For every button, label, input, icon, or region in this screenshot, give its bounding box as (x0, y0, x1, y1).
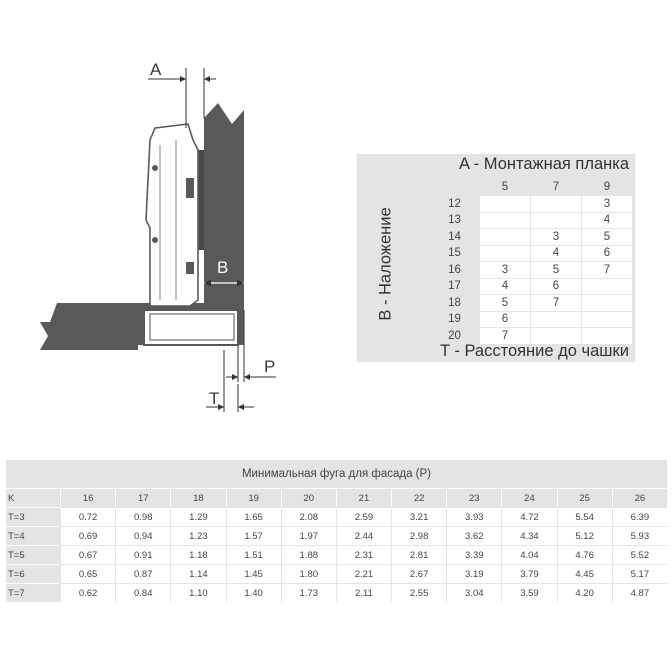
mount-cell: 7 (531, 295, 582, 312)
mount-cell (480, 246, 531, 263)
gap-cell: 5.17 (612, 564, 667, 583)
mount-cell: 5 (582, 229, 633, 246)
gap-cell: 3.19 (446, 564, 501, 583)
gap-cell: 0.62 (60, 583, 115, 602)
mount-grid (430, 178, 633, 345)
gap-cell: 1.29 (170, 507, 225, 526)
gap-row-header: T=7 (6, 583, 60, 602)
gap-cell: 2.59 (336, 507, 391, 526)
mount-row-header: 20 (430, 328, 480, 345)
mount-row (430, 196, 633, 213)
gap-cell: 3.39 (446, 545, 501, 564)
mount-cell (531, 312, 582, 329)
gap-column-header: 19 (226, 488, 281, 507)
mount-cell: 7 (582, 262, 633, 279)
gap-cell: 0.65 (60, 564, 115, 583)
mount-table-title: A - Монтажная планка (459, 155, 629, 173)
gap-cell: 1.45 (226, 564, 281, 583)
mount-cell: 7 (480, 328, 531, 345)
gap-row (6, 564, 667, 583)
mount-table-y-label: B - Наложение (376, 207, 395, 321)
gap-cell: 1.65 (226, 507, 281, 526)
mount-row (430, 213, 633, 230)
gap-cell: 2.98 (391, 526, 446, 545)
gap-cell: 5.52 (612, 545, 667, 564)
mount-cell: 6 (531, 279, 582, 296)
gap-column-header: 18 (170, 488, 225, 507)
mount-cell: 5 (531, 262, 582, 279)
minimum-gap-table (6, 460, 667, 602)
label-t: T (209, 389, 220, 408)
gap-cell: 1.73 (281, 583, 336, 602)
gap-cell: 4.34 (501, 526, 556, 545)
gap-cell: 3.21 (391, 507, 446, 526)
mount-row-header: 13 (430, 213, 480, 230)
mount-row-header: 19 (430, 312, 480, 329)
mount-cell (480, 196, 531, 213)
gap-cell: 2.67 (391, 564, 446, 583)
mount-cell: 4 (582, 213, 633, 230)
gap-cell: 5.12 (557, 526, 612, 545)
gap-row-header: T=4 (6, 526, 60, 545)
mount-cell: 3 (480, 262, 531, 279)
gap-row (6, 526, 667, 545)
gap-column-header: 20 (281, 488, 336, 507)
gap-cell: 2.11 (336, 583, 391, 602)
gap-row (6, 545, 667, 564)
mount-cell: 4 (480, 279, 531, 296)
gap-cell: 0.91 (115, 545, 170, 564)
gap-column-header: 22 (391, 488, 446, 507)
mount-row-header: 14 (430, 229, 480, 246)
gap-row-header: T=6 (6, 564, 60, 583)
gap-cell: 3.04 (446, 583, 501, 602)
mount-column-header: 5 (480, 178, 531, 196)
label-p: P (264, 357, 276, 376)
gap-cell: 1.80 (281, 564, 336, 583)
mount-row (430, 262, 633, 279)
mount-cell: 6 (582, 246, 633, 263)
gap-row (6, 583, 667, 602)
mount-row (430, 279, 633, 296)
mount-cell (582, 279, 633, 296)
gap-cell: 1.18 (170, 545, 225, 564)
gap-column-header: 21 (336, 488, 391, 507)
gap-cell: 0.98 (115, 507, 170, 526)
mount-cell (531, 196, 582, 213)
gap-cell: 3.79 (501, 564, 556, 583)
mount-cell: 5 (480, 295, 531, 312)
label-a: A (150, 60, 162, 79)
mount-cell: 4 (531, 246, 582, 263)
gap-column-header: 16 (60, 488, 115, 507)
mounting-plate-table (357, 154, 635, 362)
gap-cell: 3.62 (446, 526, 501, 545)
mount-cell (531, 213, 582, 230)
gap-cell: 6.39 (612, 507, 667, 526)
gap-cell: 0.94 (115, 526, 170, 545)
mount-cell (480, 213, 531, 230)
mount-cell (480, 229, 531, 246)
gap-cell: 4.45 (557, 564, 612, 583)
mount-table-footer: T - Расстояние до чашки (440, 342, 629, 360)
gap-column-header: 25 (557, 488, 612, 507)
gap-corner-label: K (6, 488, 60, 507)
mount-row-header: 16 (430, 262, 480, 279)
gap-cell: 2.21 (336, 564, 391, 583)
mount-row (430, 229, 633, 246)
cabinet-side-panel (204, 103, 244, 310)
gap-cell: 4.04 (501, 545, 556, 564)
gap-cell: 4.76 (557, 545, 612, 564)
gap-cell: 0.72 (60, 507, 115, 526)
gap-row-header: T=5 (6, 545, 60, 564)
gap-cell: 2.81 (391, 545, 446, 564)
gap-column-header: 17 (115, 488, 170, 507)
gap-column-header: 24 (501, 488, 556, 507)
gap-cell: 0.84 (115, 583, 170, 602)
gap-cell: 1.23 (170, 526, 225, 545)
mount-cell (582, 295, 633, 312)
mount-row-header: 15 (430, 246, 480, 263)
gap-cell: 1.88 (281, 545, 336, 564)
gap-cell: 2.55 (391, 583, 446, 602)
gap-cell: 4.20 (557, 583, 612, 602)
gap-column-header: 23 (446, 488, 501, 507)
gap-cell: 3.93 (446, 507, 501, 526)
mount-row (430, 295, 633, 312)
mount-cell (582, 312, 633, 329)
mount-row (430, 246, 633, 263)
gap-cell: 1.57 (226, 526, 281, 545)
gap-cell: 1.14 (170, 564, 225, 583)
gap-cell: 0.69 (60, 526, 115, 545)
gap-table-title: Минимальная фуга для фасада (P) (241, 468, 432, 480)
mount-row-header: 17 (430, 279, 480, 296)
mount-column-header: 9 (582, 178, 633, 196)
gap-cell: 5.93 (612, 526, 667, 545)
gap-cell: 2.44 (336, 526, 391, 545)
gap-cell: 0.67 (60, 545, 115, 564)
gap-row (6, 507, 667, 526)
gap-cell: 0.87 (115, 564, 170, 583)
gap-cell: 1.51 (226, 545, 281, 564)
gap-cell: 4.87 (612, 583, 667, 602)
gap-cell: 2.31 (336, 545, 391, 564)
mount-cell: 3 (531, 229, 582, 246)
gap-cell: 2.08 (281, 507, 336, 526)
gap-row-header: T=3 (6, 507, 60, 526)
gap-grid (6, 488, 667, 602)
gap-cell: 5.54 (557, 507, 612, 526)
gap-cell: 3.59 (501, 583, 556, 602)
mount-cell: 3 (582, 196, 633, 213)
mount-column-header: 7 (531, 178, 582, 196)
mount-row (430, 312, 633, 329)
label-b: B (217, 258, 229, 277)
mount-row-header: 12 (430, 196, 480, 213)
gap-column-header: 26 (612, 488, 667, 507)
gap-cell: 4.72 (501, 507, 556, 526)
hinge-body (146, 124, 198, 306)
mount-cell: 6 (480, 312, 531, 329)
gap-cell: 1.40 (226, 583, 281, 602)
gap-cell: 1.97 (281, 526, 336, 545)
mount-row-header: 18 (430, 295, 480, 312)
gap-cell: 1.10 (170, 583, 225, 602)
